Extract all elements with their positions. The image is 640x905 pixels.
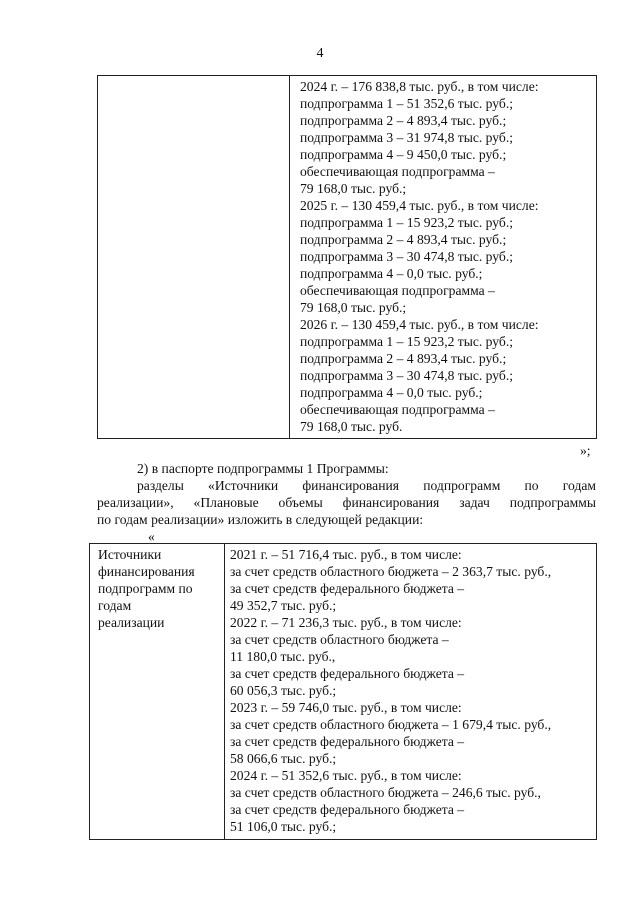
paragraph-line-2: реализации», «Плановые объемы финансирования задач подпрограммы xyxy=(97,495,596,510)
top-table-right-cell xyxy=(300,78,539,435)
opening-quote: « xyxy=(148,529,155,544)
right-line: за счет средств федерального бюджета – xyxy=(230,666,465,681)
right-line: 51 106,0 тыс. руб.; xyxy=(230,819,337,834)
top-line: подпрограмма 4 – 9 450,0 тыс. руб.; xyxy=(300,147,507,162)
bottom-table-divider xyxy=(224,543,225,840)
right-line: 2021 г. – 51 716,4 тыс. руб., в том числе: xyxy=(230,547,462,562)
right-line: 11 180,0 тыс. руб., xyxy=(230,649,336,664)
bottom-table-left-cell xyxy=(98,546,195,631)
top-line: подпрограмма 4 – 0,0 тыс. руб.; xyxy=(300,266,483,281)
right-line: за счет средств областного бюджета – 246,6 тыс. руб., xyxy=(230,785,541,800)
right-line: 49 352,7 тыс. руб.; xyxy=(230,598,337,613)
top-line: подпрограмма 3 – 30 474,8 тыс. руб.; xyxy=(300,368,514,383)
top-line: 2024 г. – 176 838,8 тыс. руб., в том числе: xyxy=(300,79,539,94)
top-line: 79 168,0 тыс. руб.; xyxy=(300,300,407,315)
page-number: 4 xyxy=(316,46,324,61)
top-line: подпрограмма 1 – 15 923,2 тыс. руб.; xyxy=(300,215,514,230)
top-line: обеспечивающая подпрограмма – xyxy=(300,283,495,298)
item-2-heading: 2) в паспорте подпрограммы 1 Программы: xyxy=(137,461,389,476)
top-line: подпрограмма 3 – 30 474,8 тыс. руб.; xyxy=(300,249,514,264)
top-line: 2026 г. – 130 459,4 тыс. руб., в том числе: xyxy=(300,317,539,332)
top-line: обеспечивающая подпрограмма – xyxy=(300,164,495,179)
top-line: подпрограмма 2 – 4 893,4 тыс. руб.; xyxy=(300,351,507,366)
right-line: 2022 г. – 71 236,3 тыс. руб., в том числе: xyxy=(230,615,462,630)
left-line: Источники xyxy=(98,547,162,562)
right-line: за счет средств областного бюджета – 2 363,7 тыс. руб., xyxy=(230,564,552,579)
top-line: 79 168,0 тыс. руб. xyxy=(300,419,403,434)
top-line: подпрограмма 2 – 4 893,4 тыс. руб.; xyxy=(300,232,507,247)
top-line: подпрограмма 1 – 51 352,6 тыс. руб.; xyxy=(300,96,514,111)
paragraph-line-1: разделы «Источники финансирования подпрограмм по годам xyxy=(137,478,596,493)
top-line: 79 168,0 тыс. руб.; xyxy=(300,181,407,196)
right-line: за счет средств федерального бюджета – xyxy=(230,734,465,749)
right-line: за счет средств областного бюджета – xyxy=(230,632,449,647)
top-line: подпрограмма 2 – 4 893,4 тыс. руб.; xyxy=(300,113,507,128)
top-line: подпрограмма 3 – 31 974,8 тыс. руб.; xyxy=(300,130,514,145)
bottom-table-right-cell xyxy=(230,546,551,835)
right-line: 2023 г. – 59 746,0 тыс. руб., в том числе: xyxy=(230,700,462,715)
right-line: 60 056,3 тыс. руб.; xyxy=(230,683,337,698)
top-line: подпрограмма 1 – 15 923,2 тыс. руб.; xyxy=(300,334,514,349)
left-line: подпрограмм по xyxy=(98,581,193,596)
right-line: за счет средств федерального бюджета – xyxy=(230,581,465,596)
top-line: обеспечивающая подпрограмма – xyxy=(300,402,495,417)
right-line: за счет средств федерального бюджета – xyxy=(230,802,465,817)
right-line: за счет средств областного бюджета – 1 679,4 тыс. руб., xyxy=(230,717,552,732)
top-line: подпрограмма 4 – 0,0 тыс. руб.; xyxy=(300,385,483,400)
top-table-divider xyxy=(289,75,290,439)
left-line: реализации xyxy=(98,615,165,630)
top-line: 2025 г. – 130 459,4 тыс. руб., в том числе: xyxy=(300,198,539,213)
right-line: 2024 г. – 51 352,6 тыс. руб., в том числе: xyxy=(230,768,462,783)
left-line: годам xyxy=(98,598,132,613)
closing-quote: »; xyxy=(580,443,591,458)
left-line: финансирования xyxy=(98,564,195,579)
right-line: 58 066,6 тыс. руб.; xyxy=(230,751,337,766)
paragraph-line-3: по годам реализации» изложить в следующей редакции: xyxy=(97,512,424,527)
